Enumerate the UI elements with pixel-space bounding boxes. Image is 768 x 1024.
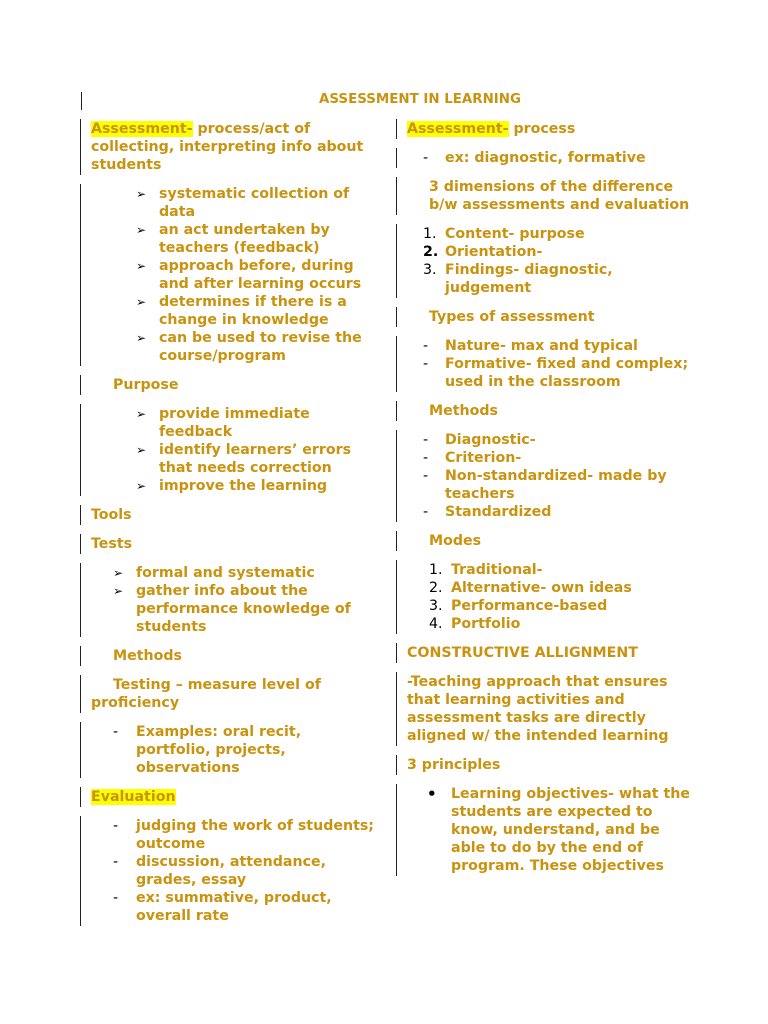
purpose-heading-block <box>80 375 380 395</box>
testing-block <box>80 675 380 713</box>
list-item-text: Orientation- <box>445 244 543 260</box>
number-marker: 1. <box>423 226 437 242</box>
methods-points-list <box>407 431 696 521</box>
dash-marker: - <box>113 818 119 834</box>
arrow-bullet-icon: ➢ <box>113 584 124 598</box>
arrow-bullet-icon: ➢ <box>113 566 124 580</box>
list-item <box>91 257 380 293</box>
dash-marker: - <box>423 504 429 520</box>
assessment-definition-block <box>80 119 380 175</box>
list-item-text: Diagnostic- <box>445 432 536 448</box>
r-assessment-block <box>396 119 696 139</box>
list-item <box>407 597 696 615</box>
list-item <box>91 185 380 221</box>
list-item-text: Portfolio <box>451 616 521 632</box>
list-item-text: Findings- diagnostic, judgement <box>445 262 613 296</box>
list-item <box>407 503 696 521</box>
assessment-points-list <box>91 185 380 365</box>
list-item <box>407 579 696 597</box>
assessment-example: ex: diagnostic, formative <box>445 150 646 166</box>
dash-marker: - <box>423 356 429 372</box>
evaluation-points-block <box>80 816 380 926</box>
modes-block <box>396 560 696 634</box>
list-item <box>407 785 696 875</box>
dash-marker: - <box>423 432 429 448</box>
list-item <box>91 889 380 925</box>
examples-list <box>91 723 380 777</box>
list-item-text: can be used to revise the course/program <box>159 330 362 364</box>
dash-marker: - <box>423 338 429 354</box>
list-item-text: Criterion- <box>445 450 522 466</box>
ca-text-block <box>396 672 696 746</box>
list-item <box>407 431 696 449</box>
tests-points-list <box>91 564 380 636</box>
r-methods-points-block <box>396 430 696 522</box>
list-item-text: Non-standardized- made by teachers <box>445 468 667 502</box>
list-item-text: Nature- max and typical <box>445 338 638 354</box>
list-item-text: identify learners’ errors that needs correction <box>159 442 352 476</box>
list-item <box>91 329 380 365</box>
types-points-list <box>407 337 696 391</box>
tests-points-block <box>80 563 380 637</box>
list-item-text: Performance-based <box>451 598 608 614</box>
ca-heading-block <box>396 643 696 663</box>
list-item <box>407 615 696 633</box>
tests-heading-block <box>80 534 380 554</box>
list-item <box>407 449 696 467</box>
constructive-alignment-heading: CONSTRUCTIVE ALLIGNMENT <box>407 645 638 661</box>
list-item <box>91 723 380 777</box>
principles-block <box>396 784 696 876</box>
list-item-text: Traditional- <box>451 562 543 578</box>
principles-list <box>407 785 696 875</box>
testing-text: Testing – measure level of proficiency <box>91 677 321 711</box>
list-item-text: Content- purpose <box>445 226 585 242</box>
list-item <box>407 561 696 579</box>
types-heading: Types of assessment <box>429 309 595 325</box>
dash-marker: - <box>113 724 119 740</box>
list-item <box>407 261 696 297</box>
list-item-text: Formative- fixed and complex; used in the classroom <box>445 356 689 390</box>
dimensions-block <box>396 224 696 298</box>
arrow-bullet-icon: ➢ <box>136 407 147 421</box>
purpose-points-list <box>91 405 380 495</box>
list-item <box>91 293 380 329</box>
r-assessment-definition: process <box>508 121 576 137</box>
principles-heading: 3 principles <box>407 757 501 773</box>
number-marker: 2. <box>429 580 443 596</box>
r-assessment-example-block <box>396 148 696 168</box>
dimensions-list <box>407 225 696 297</box>
purpose-heading: Purpose <box>113 377 179 393</box>
list-item <box>407 467 696 503</box>
methods-heading-block <box>80 646 380 666</box>
list-item <box>407 225 696 243</box>
dash-marker: - <box>113 854 119 870</box>
list-item-text: approach before, during and after learning occurs <box>159 258 362 292</box>
list-item-text: discussion, attendance, grades, essay <box>136 854 327 888</box>
dash-marker: - <box>113 890 119 906</box>
list-item-text: ex: summative, product, overall rate <box>136 890 332 924</box>
dash-marker: - <box>423 150 429 166</box>
bullet-icon: • <box>427 785 437 803</box>
arrow-bullet-icon: ➢ <box>136 259 147 273</box>
list-item-text: Alternative- own ideas <box>451 580 632 596</box>
principles-heading-block <box>396 755 696 775</box>
arrow-bullet-icon: ➢ <box>136 479 147 493</box>
number-marker: 3. <box>423 262 437 278</box>
number-marker: 4. <box>429 616 443 632</box>
tests-heading: Tests <box>91 536 133 552</box>
list-item <box>91 564 380 582</box>
types-heading-block <box>396 307 696 327</box>
list-item <box>91 441 380 477</box>
list-item <box>407 337 696 355</box>
evaluation-heading-block <box>80 787 380 807</box>
list-item <box>91 817 380 853</box>
list-item <box>91 477 380 495</box>
r-assessment-term: Assessment- <box>407 121 509 137</box>
list-item-text: gather info about the performance knowledge of students <box>136 583 351 635</box>
assessment-term: Assessment- <box>91 121 193 137</box>
list-item <box>407 355 696 391</box>
types-points-block <box>396 336 696 392</box>
list-item <box>91 221 380 257</box>
modes-heading: Modes <box>429 533 482 549</box>
arrow-bullet-icon: ➢ <box>136 223 147 237</box>
arrow-bullet-icon: ➢ <box>136 295 147 309</box>
number-marker: 1. <box>429 562 443 578</box>
arrow-bullet-icon: ➢ <box>136 331 147 345</box>
right-column <box>396 119 696 885</box>
list-item-text: improve the learning <box>159 478 328 494</box>
evaluation-points-list <box>91 817 380 925</box>
list-item-text: formal and systematic <box>136 565 315 581</box>
r-methods-heading-block <box>396 401 696 421</box>
modes-heading-block <box>396 531 696 551</box>
tools-heading-block <box>80 505 380 525</box>
list-item-text: judging the work of students; outcome <box>136 818 374 852</box>
list-item <box>91 405 380 441</box>
dimensions-heading-block <box>396 177 696 215</box>
r-methods-heading: Methods <box>429 403 498 419</box>
methods-heading: Methods <box>113 648 182 664</box>
number-marker: 2. <box>423 244 439 260</box>
list-item-text: provide immediate feedback <box>159 406 310 440</box>
modes-list <box>407 561 696 633</box>
list-item-text: an act undertaken by teachers (feedback) <box>159 222 330 256</box>
list-item-text: systematic collection of data <box>159 186 350 220</box>
purpose-points-block <box>80 404 380 496</box>
examples-block <box>80 722 380 778</box>
list-item-text: Examples: oral recit, portfolio, projects, observations <box>136 724 302 776</box>
dimensions-heading: 3 dimensions of the difference b/w assessments and evaluation <box>429 179 690 213</box>
list-item-text: Standardized <box>445 504 552 520</box>
list-item <box>407 149 696 167</box>
document-title: ASSESSMENT IN LEARNING <box>319 92 521 107</box>
constructive-alignment-text: -Teaching approach that ensures that learning activities and assessment tasks are directly aligned w/ the intended learning <box>407 674 669 744</box>
dash-marker: - <box>423 450 429 466</box>
evaluation-heading: Evaluation <box>91 789 176 805</box>
list-item <box>407 243 696 261</box>
number-marker: 3. <box>429 598 443 614</box>
arrow-bullet-icon: ➢ <box>136 443 147 457</box>
assessment-definition: process/act of collecting, interpreting info about students <box>91 121 364 173</box>
tools-heading: Tools <box>91 507 132 523</box>
list-item <box>91 582 380 636</box>
list-item-text: determines if there is a change in knowledge <box>159 294 347 328</box>
list-item <box>91 853 380 889</box>
dash-marker: - <box>423 468 429 484</box>
assessment-points-block <box>80 184 380 366</box>
list-item-text: Learning objectives- what the students are expected to know, understand, and be able to do by the end of program. These objectives <box>451 786 690 874</box>
arrow-bullet-icon: ➢ <box>136 187 147 201</box>
left-column <box>80 119 380 935</box>
